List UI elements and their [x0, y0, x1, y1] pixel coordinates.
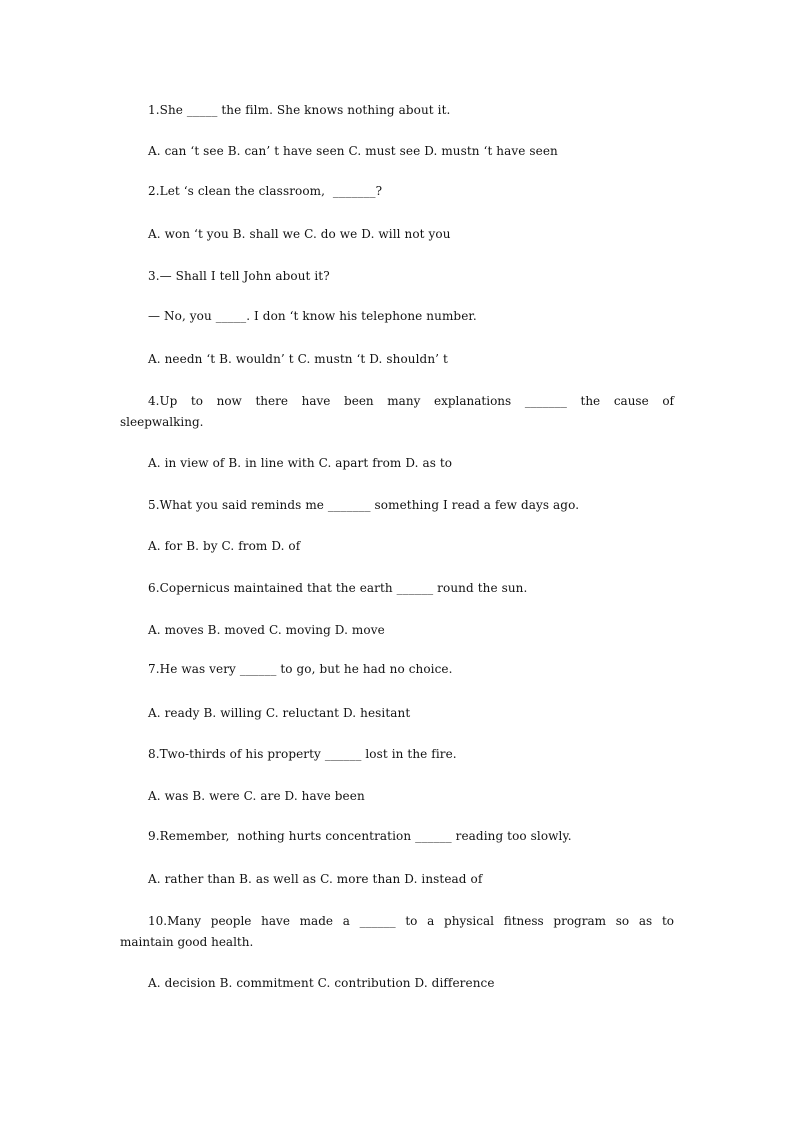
question-1-stem: 1.She _____ the film. She knows nothing about it.	[148, 103, 451, 117]
question-10-stem	[120, 911, 674, 953]
question-10-stem-line1: 10.Many people have made a ______ to a physical fitness program so as to	[148, 914, 674, 928]
question-9-options: A. rather than B. as well as C. more than D. instead of	[148, 872, 483, 886]
question-10-stem-line2: maintain good health.	[120, 935, 254, 949]
question-2-stem: 2.Let ‘s clean the classroom, _______?	[148, 184, 383, 198]
question-6-stem: 6.Copernicus maintained that the earth ______ round the sun.	[148, 581, 528, 595]
question-6-options: A. moves B. moved C. moving D. move	[148, 623, 385, 637]
question-4-stem	[120, 391, 674, 433]
question-5-stem: 5.What you said reminds me _______ something I read a few days ago.	[148, 498, 580, 512]
question-2-options: A. won ‘t you B. shall we C. do we D. will not you	[148, 227, 451, 241]
question-7-options: A. ready B. willing C. reluctant D. hesitant	[148, 706, 411, 720]
question-3-stem: 3.— Shall I tell John about it?	[148, 269, 330, 283]
question-8-options: A. was B. were C. are D. have been	[148, 789, 365, 803]
question-3-options: A. needn ‘t B. wouldn’ t C. mustn ‘t D. shouldn’ t	[148, 352, 448, 366]
question-9-stem: 9.Remember, nothing hurts concentration ______ reading too slowly.	[148, 829, 572, 843]
question-3-response: — No, you _____. I don ‘t know his telephone number.	[148, 309, 477, 323]
question-4-stem-line1: 4.Up to now there have been many explanations _______ the cause of	[148, 394, 674, 408]
question-5-options: A. for B. by C. from D. of	[148, 539, 301, 553]
question-10-options: A. decision B. commitment C. contribution D. difference	[148, 976, 495, 990]
question-4-options: A. in view of B. in line with C. apart from D. as to	[148, 456, 453, 470]
question-8-stem: 8.Two-thirds of his property ______ lost in the fire.	[148, 747, 457, 761]
question-4-stem-line2: sleepwalking.	[120, 415, 204, 429]
question-1-options: A. can ‘t see B. can’ t have seen C. must see D. mustn ‘t have seen	[148, 144, 558, 158]
question-7-stem: 7.He was very ______ to go, but he had no choice.	[148, 662, 453, 676]
